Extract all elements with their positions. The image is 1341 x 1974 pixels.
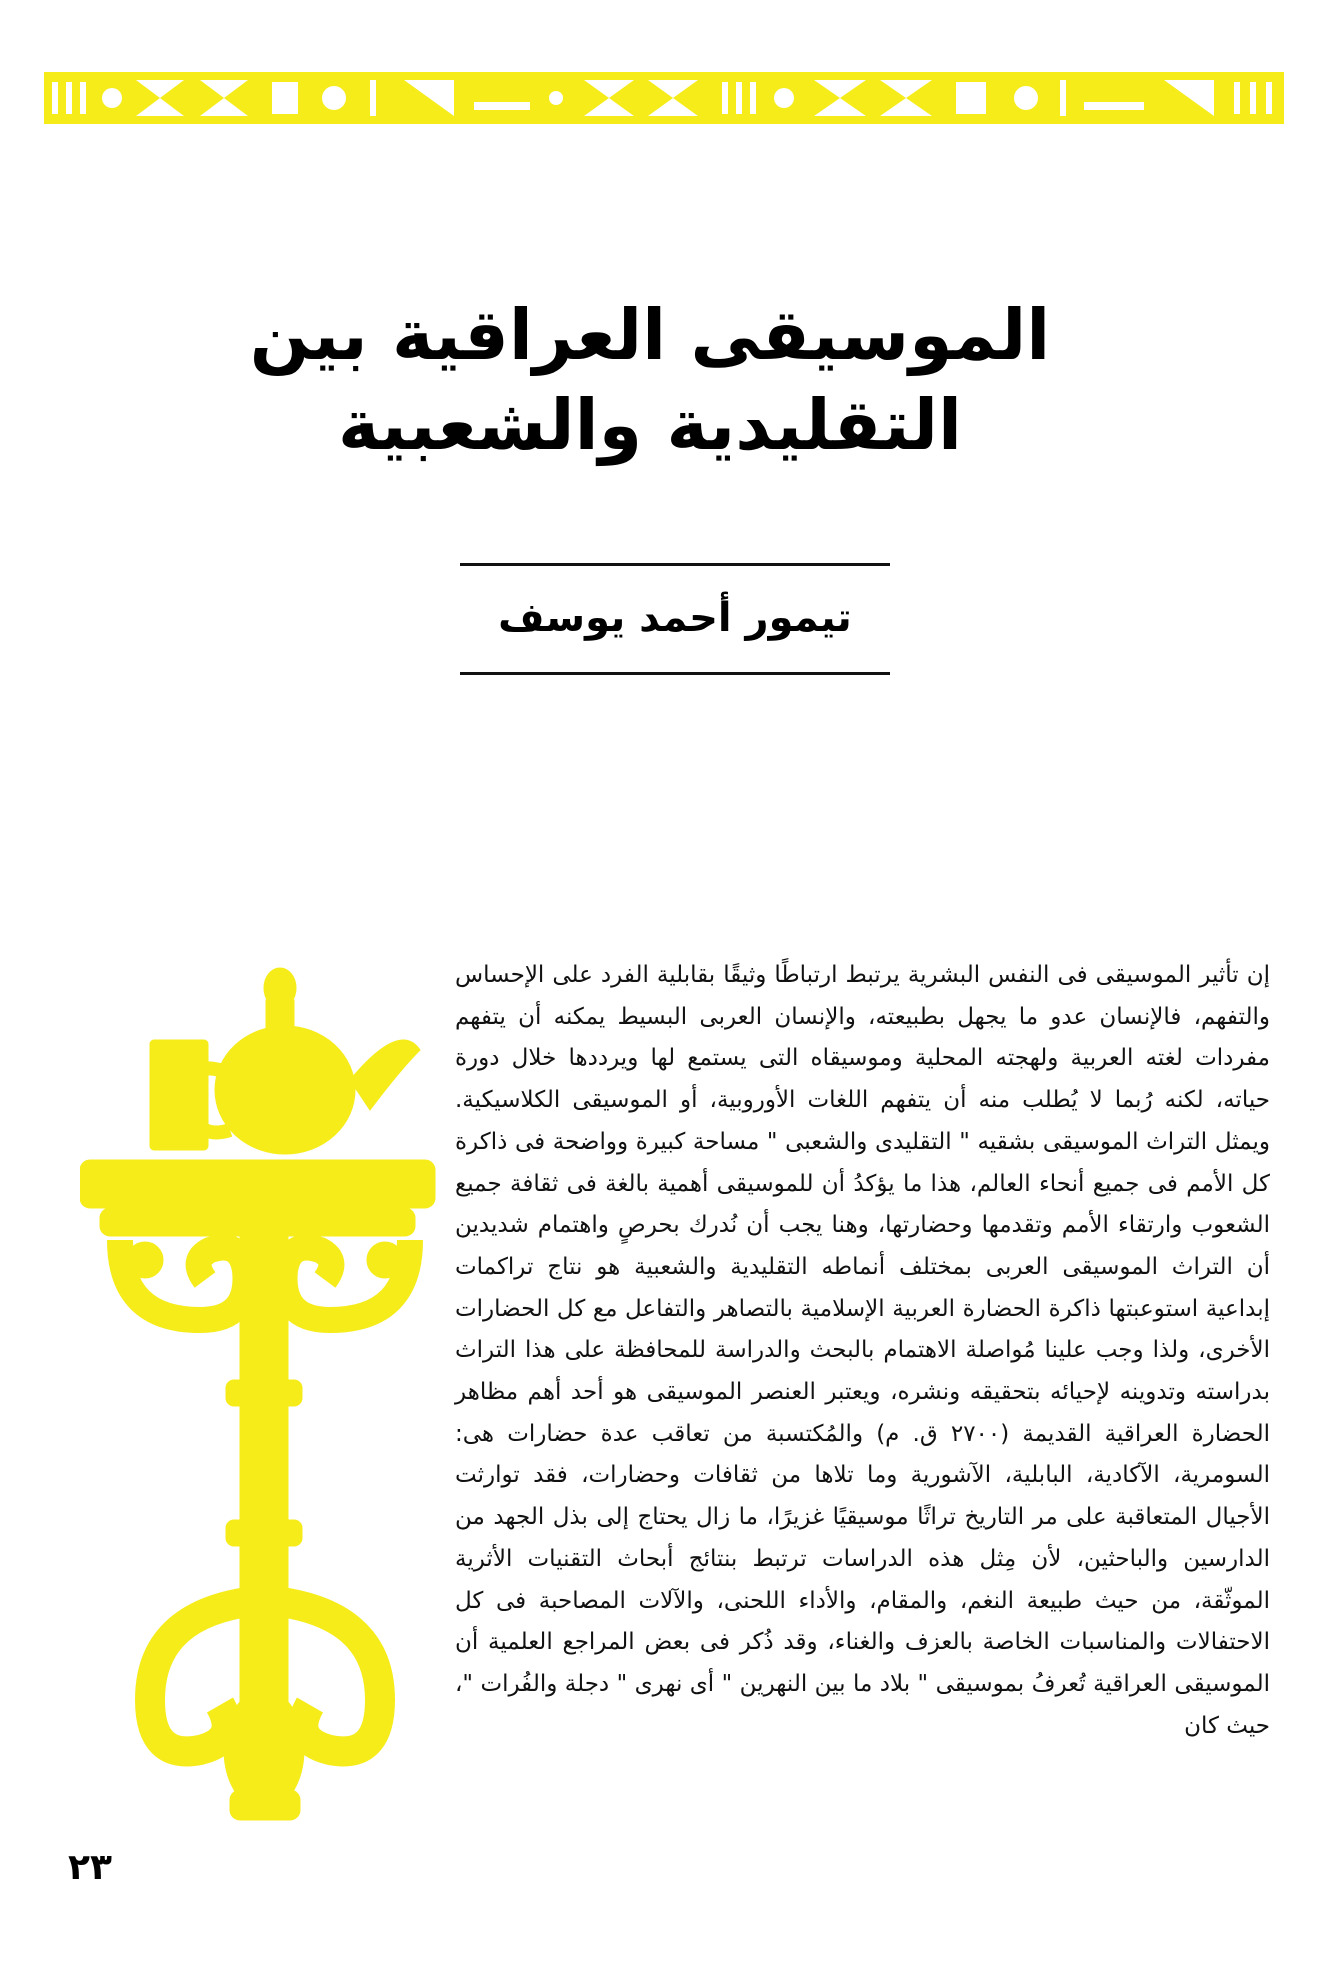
author-rule-bottom (460, 672, 890, 675)
author-rule-top (460, 563, 890, 566)
teapot-stand-ornament (80, 960, 450, 1830)
article-title: الموسيقى العراقية بين التقليدية والشعبية (249, 294, 1051, 466)
page-number: ٢٣ (68, 1847, 112, 1888)
article-body: إن تأثير الموسيقى فى النفس البشرية يرتبط ارتباطًا وثيقًا بقابلية الفرد على الإحساس والتفهم، فالإنسان عدو ما يجهل بطبيعته، والإنسان العربى البسيط يمكنه أن يتفهم مفردات لغته العربية ولهجته المحلية وموسيقاه التى يستمع لها ويرددها خلال دورة حياته، لكنه رُبما لا يُطلب منه أن يتفهم اللغات الأوروبية، أو الموسيقى الكلاسيكية. ويمثل التراث الموسيقى بشقيه " التقليدى والشعبى " مساحة كبيرة وواضحة فى ذاكرة كل الأمم فى جميع أنحاء العالم، هذا ما يؤكدُ أن للموسيقى أهمية بالغة فى ثقافة جميع الشعوب وارتقاء الأمم وتقدمها وحضارتها، وهنا يجب أن نُدرك بحرصٍ واهتمام شديدين أن التراث الموسيقى العربى بمختلف أنماطه التقليدية والشعبية هو نتاج تراكمات إبداعية استوعبتها ذاكرة الحضارة العربية الإسلامية بالتصاهر والتفاعل مع كل الحضارات الأخرى، ولذا وجب علينا مُواصلة الاهتمام بالبحث والدراسة للمحافظة على هذا التراث بدراسته وتدوينه لإحيائه بتحقيقه ونشره، ويعتبر العنصر الموسيقى هو أحد أهم مظاهر الحضارة العراقية القديمة (٢٧٠٠ ق. م) والمُكتسبة من تعاقب عدة حضارات هى: السومرية، الآكادية، البابلية، الآشورية وما تلاها من ثقافات وحضارات، فقد توارثت الأجيال المتعاقبة على مر التاريخ تراثًا موسيقيًا غزيرًا، ما زال يحتاج إلى بذل الجهد من الدارسين والباحثين، لأن مِثل هذه الدراسات ترتبط بنتائج أبحاث التقنيات الأثرية الموثّقة، من حيث طبيعة النغم، والمقام، والأداء اللحنى، والآلات المصاحبة فى كل الاحتفالات والمناسبات الخاصة بالعزف والغناء، وقد ذُكر فى بعض المراجع العلمية أن الموسيقى العراقية تُعرفُ بموسيقى " بلاد ما بين النهرين " أى نهرى " دجلة والفُرات "، حيث كان (455, 962, 1270, 1739)
author-name: تيمور أحمد يوسف (498, 595, 852, 641)
decorative-top-border (44, 72, 1284, 124)
